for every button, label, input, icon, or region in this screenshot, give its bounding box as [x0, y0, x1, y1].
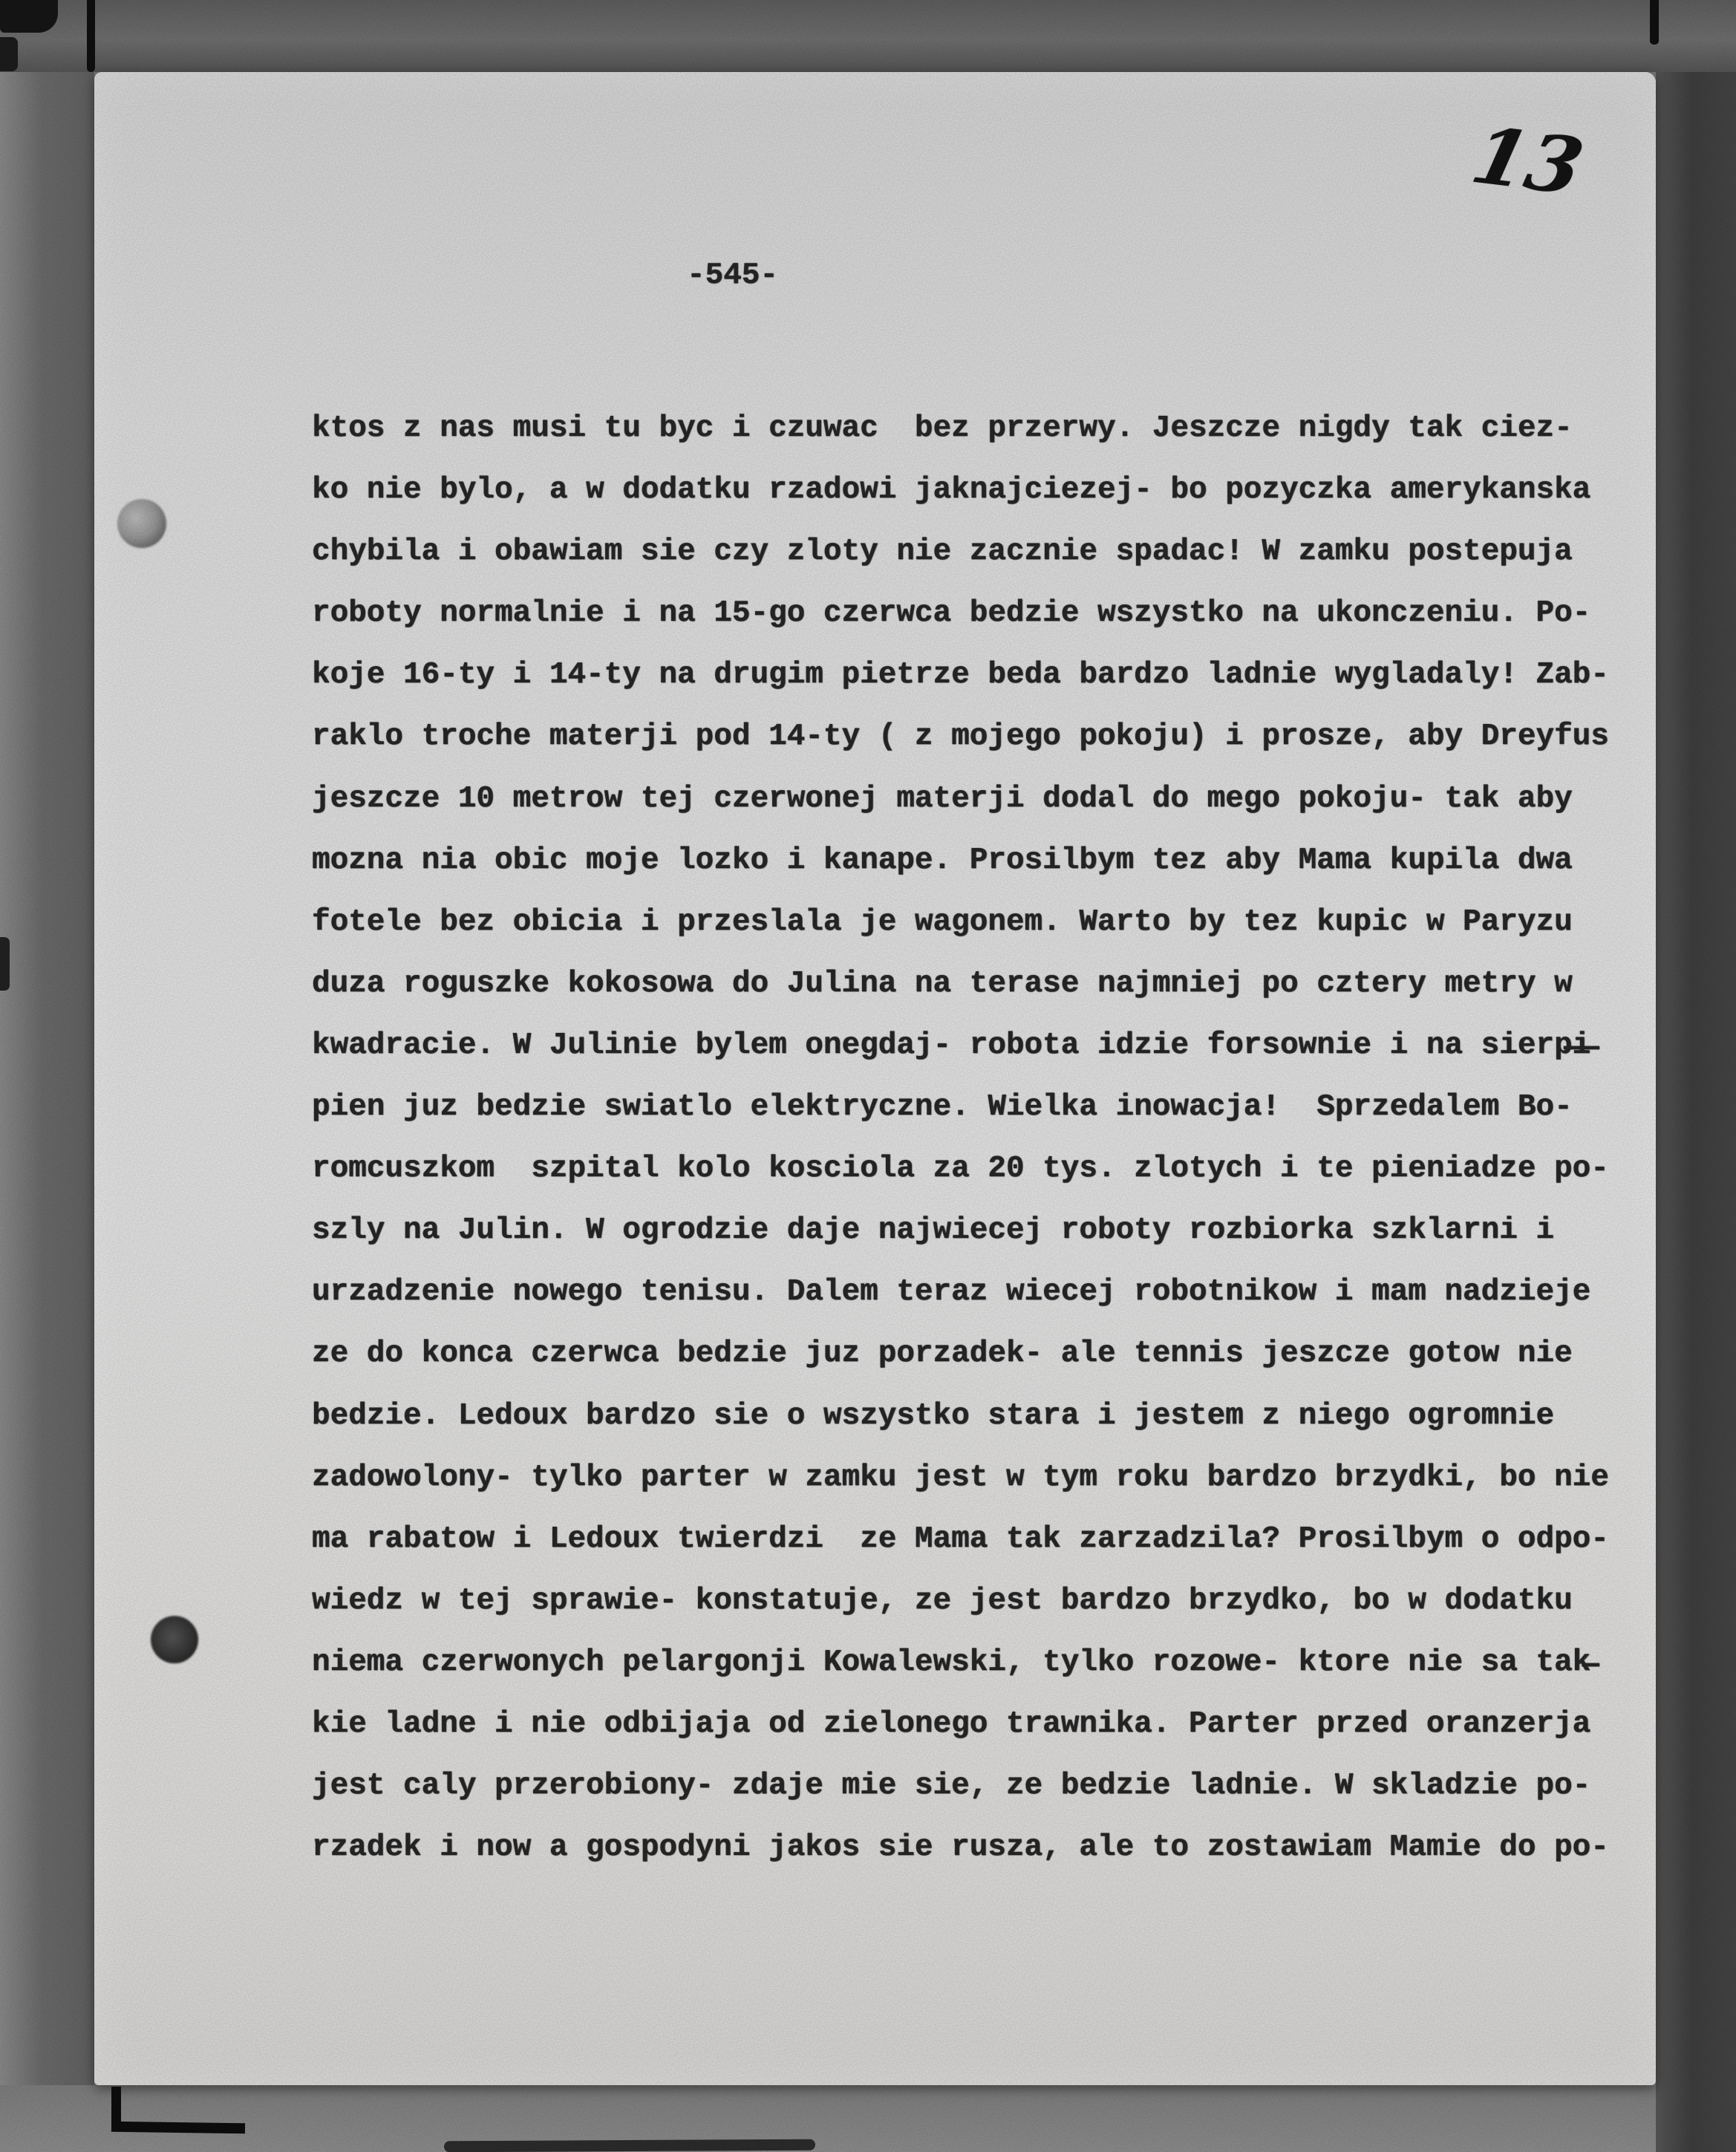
typed-line: mozna nia obic moje lozko i kanape. Prosilbym tez aby Mama kupila dwa	[312, 843, 1573, 878]
typed-line: urzadzenie nowego tenisu. Dalem teraz wiecej robotnikow i mam nadzieje	[312, 1275, 1591, 1310]
film-bottom-streak	[444, 2139, 815, 2152]
typed-line: zadowolony- tylko parter w zamku jest w tym roku bardzo brzydki, bo nie	[312, 1460, 1609, 1495]
typed-line: kie ladne i nie odbijaja od zielonego trawnika. Parter przed oranzerja	[312, 1706, 1591, 1741]
hole-punch-top	[117, 499, 166, 548]
typed-line: roboty normalnie i na 15-go czerwca bedzie wszystko na ukonczeniu. Po-	[312, 596, 1591, 631]
film-edge-blob-left	[0, 937, 10, 991]
film-l-mark-horizontal	[111, 2122, 245, 2134]
typed-line: ktos z nas musi tu byc i czuwac bez przerwy. Jeszcze nigdy tak ciez-	[312, 411, 1573, 446]
typed-line: pien juz bedzie swiatlo elektryczne. Wielka inowacja! Sprzedalem Bo-	[312, 1090, 1573, 1125]
typed-line: ma rabatow i Ledoux twierdzi ze Mama tak zarzadzila? Prosilbym o odpo-	[312, 1522, 1609, 1556]
scanner-background-right	[1656, 72, 1736, 2152]
typed-line: bedzie. Ledoux bardzo sie o wszystko stara i jestem z niego ogromnie	[312, 1398, 1555, 1433]
typed-line: wiedz w tej sprawie- konstatuje, ze jest bardzo brzydko, bo w dodatku	[312, 1583, 1573, 1618]
typed-line: duza roguszke kokosowa do Julina na terase najmniej po cztery metry w	[312, 966, 1573, 1001]
typed-page-number: -545-	[687, 258, 779, 293]
typed-line: jest caly przerobiony- zdaje mie sie, ze bedzie ladnie. W skladzie po-	[312, 1769, 1591, 1804]
typed-line: niema czerwonych pelargonji Kowalewski, tylko rozowe- ktore nie sa tak̶	[312, 1645, 1591, 1680]
film-corner-blob	[0, 0, 58, 33]
typed-text-block	[312, 398, 1609, 1879]
typed-line: fotele bez obicia i przeslala je wagonem. Warto by tez kupic w Paryzu	[312, 904, 1573, 939]
typed-line: kwadracie. W Julinie bylem onegdaj- robota idzie forsownie i na sierp̶i̶	[312, 1028, 1591, 1063]
film-corner-blob-small	[0, 37, 18, 71]
scanner-background-top	[0, 0, 1736, 72]
typed-line: rzadek i now a gospodyni jakos sie rusza, ale to zostawiam Mamie do po-	[312, 1830, 1609, 1865]
typed-line: romcuszkom szpital kolo kosciola za 20 tys. zlotych i te pieniadze po-	[312, 1152, 1609, 1187]
hole-punch-bottom	[151, 1616, 198, 1663]
typed-line: jeszcze 10 metrow tej czerwonej materji dodal do mego pokoju- tak aby	[312, 781, 1573, 816]
typed-line: ze do konca czerwca bedzie juz porzadek- ale tennis jeszcze gotow nie	[312, 1337, 1573, 1372]
typed-line: szly na Julin. W ogrodzie daje najwiecej roboty rozbiorka szklarni i	[312, 1213, 1555, 1248]
typed-line: koje 16-ty i 14-ty na drugim pietrze beda bardzo ladnie wygladaly! Zab-	[312, 658, 1609, 693]
film-edge-mark-top-left	[87, 0, 95, 72]
typed-line: raklo troche materji pod 14-ty ( z mojego pokoju) i prosze, aby Dreyfus	[312, 720, 1609, 754]
film-edge-mark-top-right	[1650, 0, 1659, 45]
scanner-background-left	[0, 72, 94, 2085]
scanner-background-bottom	[0, 2085, 1656, 2152]
typed-line: chybila i obawiam sie czy zloty nie zacznie spadac! W zamku postepuja	[312, 535, 1573, 570]
handwritten-page-number: 13	[1463, 109, 1592, 212]
typed-line: ko nie bylo, a w dodatku rzadowi jaknajciezej- bo pozyczka amerykanska	[312, 473, 1591, 508]
